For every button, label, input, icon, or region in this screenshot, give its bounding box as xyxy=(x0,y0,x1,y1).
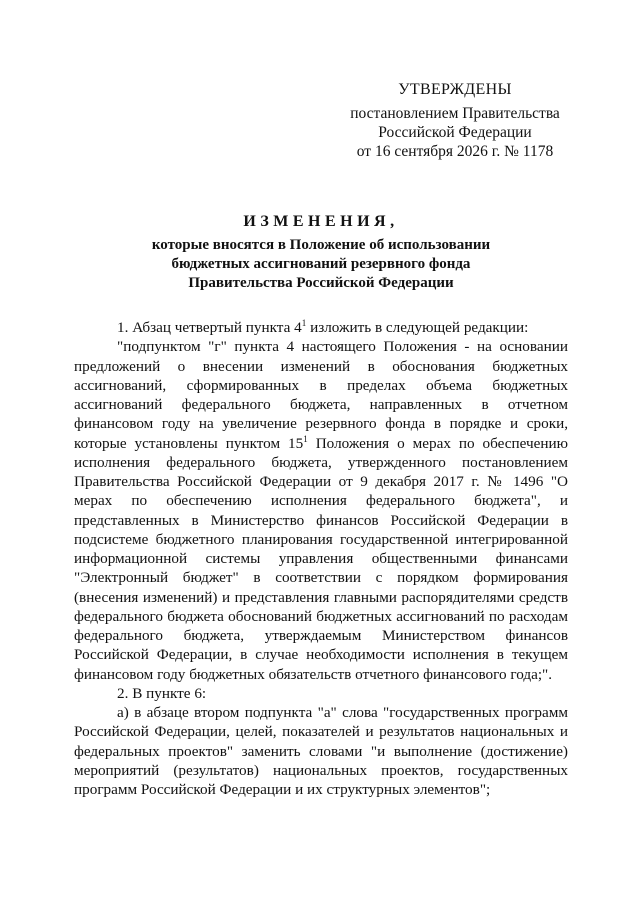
item-2-intro: 2. В пункте 6: xyxy=(117,684,207,702)
approved-label: УТВЕРЖДЕНЫ xyxy=(398,81,512,98)
document-title: ИЗМЕНЕНИЯ, xyxy=(243,213,399,230)
item-2-subitem-a: а) в абзаце втором подпункта "а" слова "государственных программ Российской Федерации, целей, показателей и результатов национальных и федеральных проектов" заменить словами "и выполнение (достижение) мероприятий (результатов) национальных проектов, государственных программ Российской Федерации и их структурных элементов"; xyxy=(74,704,568,798)
subtitle-line-1: которые вносятся в Положение об использовании xyxy=(151,237,491,253)
approval-line-3: от 16 сентября 2026 г. № 1178 xyxy=(356,143,554,160)
approval-line-1: постановлением Правительства xyxy=(350,105,560,122)
subtitle-line-3: Правительства Российской Федерации xyxy=(188,275,454,291)
approval-stamp xyxy=(340,80,570,161)
approval-line-2: Российской Федерации xyxy=(378,124,532,141)
document-heading xyxy=(74,212,568,293)
document-body xyxy=(74,318,568,799)
subtitle-line-2: бюджетных ассигнований резервного фонда xyxy=(171,256,471,272)
item-1-intro: 1. Абзац четвертый пункта $4^1$ изложить в следующей редакции: xyxy=(117,317,529,336)
item-1-quoted-text: "подпунктом "г" пункта 4 настоящего Положения - на основании предложений о внесении изменений в обоснования бюджетных ассигнований, сформированных в пределах объема бюджетных ассигнований федерального бюджета, направленных в отчетном финансовом году на увеличение резервного фонда в порядке и сроки, которые установлены пунктом $15^1$ Положения о мерах по обеспечению исполнения федерального бюджета, утвержденного постановлением Правительства Российской Федерации от 9 декабря 2017 г. № 1496 "О мерах по обеспечению исполнения федерального бюджета", и представленных в Министерство финансов Российской Федерации в подсистеме бюджетного планирования государственной интегрированной информационной системы управления общественными финансами "Электронный бюджет" в соответствии с порядком формирования (внесения изменений) и представления главными распорядителями средств федерального бюджета обоснований бюджетных ассигнований по расходам федерального бюджета, утверждаемым Министерством финансов Российской Федерации, в случае необходимости исполнения в текущем финансовом году бюджетных обязательств отчетного финансового года;". xyxy=(74,338,568,683)
